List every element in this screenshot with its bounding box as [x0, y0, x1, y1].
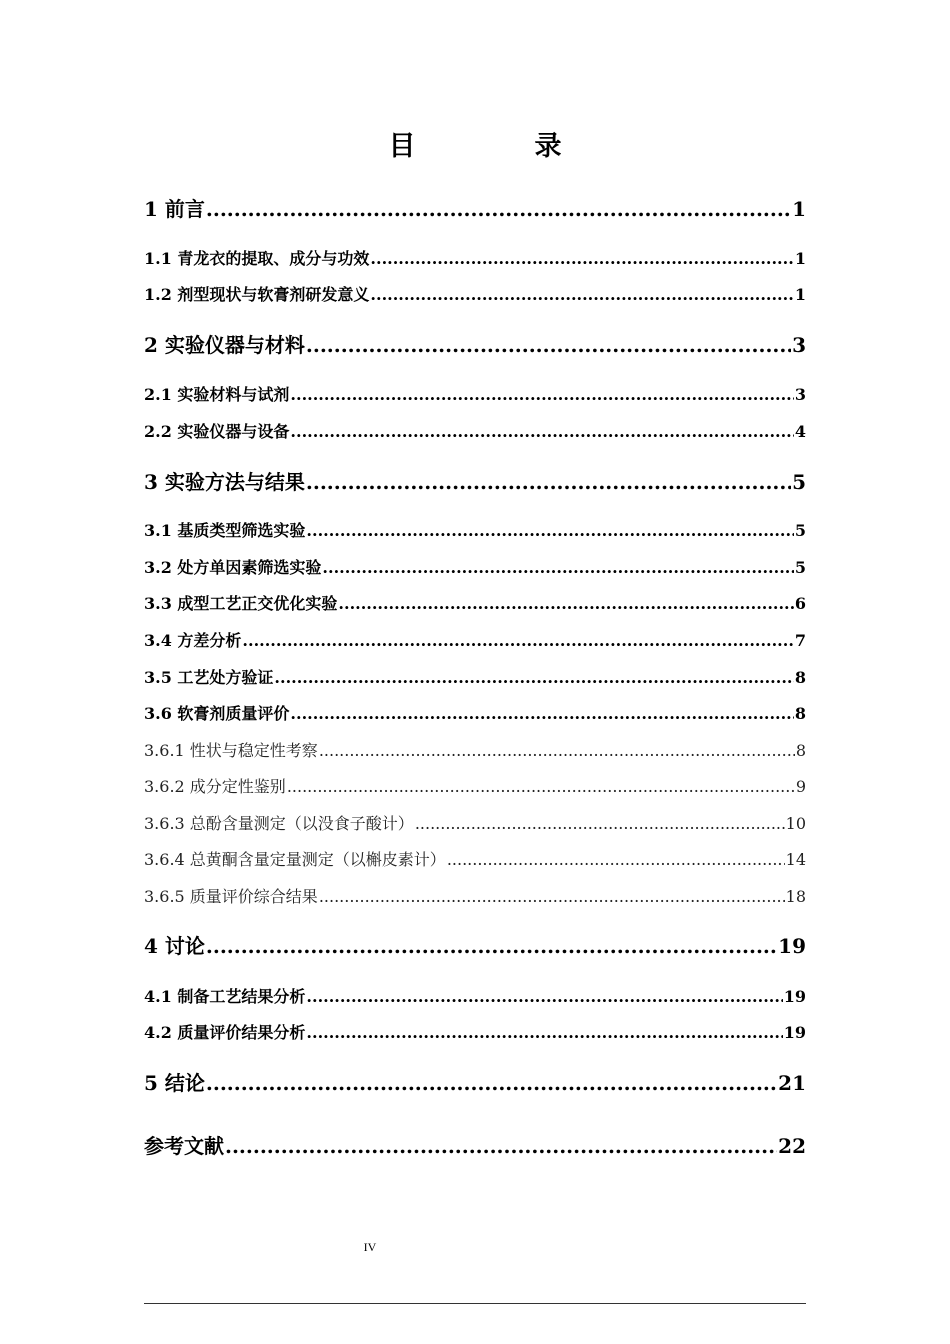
toc-entry-page: 5 — [794, 521, 806, 540]
toc-entry-chapter-4[interactable] — [144, 930, 806, 959]
toc-entry-label: 3.5 工艺处方验证 — [144, 668, 274, 687]
toc-entry-subsection-3-6-2[interactable] — [144, 774, 806, 797]
dot-leader — [322, 558, 793, 577]
toc-entry-label: 4.1 制备工艺结果分析 — [144, 987, 306, 1006]
toc-entry-section-3-5[interactable] — [144, 665, 806, 688]
dot-leader — [306, 521, 793, 540]
toc-entry-subsection-3-6-5[interactable] — [144, 884, 806, 907]
toc-entry-label: 3.3 成型工艺正交优化实验 — [144, 594, 338, 613]
toc-entry-page: 21 — [778, 1071, 806, 1095]
toc-entry-references[interactable] — [144, 1130, 806, 1159]
dot-leader — [370, 285, 793, 304]
dot-leader — [274, 668, 793, 687]
toc-entry-page: 1 — [794, 249, 806, 268]
toc-entry-page: 3 — [794, 385, 806, 404]
toc-entry-page: 14 — [785, 850, 806, 869]
toc-entry-chapter-5[interactable] — [144, 1067, 806, 1096]
toc-entry-section-3-4[interactable] — [144, 628, 806, 651]
toc-entry-label: 4.2 质量评价结果分析 — [144, 1023, 306, 1042]
toc-entry-section-3-3[interactable] — [144, 591, 806, 614]
toc-entry-label: 3.6 软膏剂质量评价 — [144, 704, 290, 723]
toc-entry-label: 2.2 实验仪器与设备 — [144, 422, 290, 441]
toc-entry-label: 3.2 处方单因素筛选实验 — [144, 558, 322, 577]
dot-leader — [287, 777, 795, 796]
toc-entry-page: 22 — [778, 1134, 806, 1158]
dot-leader — [206, 934, 777, 958]
dot-leader — [306, 1023, 782, 1042]
toc-entry-page: 6 — [794, 594, 806, 613]
toc-entry-page: 9 — [795, 777, 806, 796]
footer-divider — [144, 1303, 806, 1304]
dot-leader — [206, 197, 791, 221]
page-number: IV — [363, 1240, 377, 1254]
dot-leader — [319, 887, 785, 906]
toc-entry-page: 8 — [794, 668, 806, 687]
toc-entry-label: 2.1 实验材料与试剂 — [144, 385, 290, 404]
dot-leader — [206, 1071, 777, 1095]
toc-entry-subsection-3-6-1[interactable] — [144, 738, 806, 761]
toc-entry-page: 1 — [792, 197, 806, 221]
dot-leader — [319, 741, 795, 760]
dot-leader — [225, 1134, 777, 1158]
toc-entry-label: 3.6.3 总酚含量测定（以没食子酸计） — [144, 814, 414, 833]
toc-entry-label: 3.4 方差分析 — [144, 631, 242, 650]
dot-leader — [338, 594, 793, 613]
toc-entry-chapter-2[interactable] — [144, 329, 806, 358]
dot-leader — [290, 704, 793, 723]
toc-entry-section-3-2[interactable] — [144, 555, 806, 578]
toc-entry-page: 8 — [794, 704, 806, 723]
toc-entry-page: 8 — [795, 741, 806, 760]
dot-leader — [290, 385, 793, 404]
dot-leader — [370, 249, 793, 268]
toc-entry-label: 2 实验仪器与材料 — [144, 333, 305, 357]
toc-entry-subsection-3-6-4[interactable] — [144, 847, 806, 870]
toc-entry-label: 3.1 基质类型筛选实验 — [144, 521, 306, 540]
toc-entry-section-3-6[interactable] — [144, 701, 806, 724]
toc-entry-section-2-1[interactable] — [144, 382, 806, 405]
toc-entry-chapter-3[interactable] — [144, 466, 806, 495]
toc-entry-section-3-1[interactable] — [144, 518, 806, 541]
toc-entry-page: 10 — [785, 814, 806, 833]
toc-entry-page: 7 — [794, 631, 806, 650]
toc-entry-subsection-3-6-3[interactable] — [144, 811, 806, 834]
toc-entry-page: 19 — [778, 934, 806, 958]
toc-entry-chapter-1[interactable] — [144, 193, 806, 222]
toc-entry-label: 3 实验方法与结果 — [144, 470, 305, 494]
toc-entry-page: 5 — [792, 470, 806, 494]
toc-entry-page: 18 — [785, 887, 806, 906]
toc-entry-label: 5 结论 — [144, 1071, 205, 1095]
dot-leader — [306, 333, 791, 357]
toc-entry-label: 3.6.4 总黄酮含量定量测定（以槲皮素计） — [144, 850, 446, 869]
toc-entry-section-2-2[interactable] — [144, 419, 806, 442]
toc-entry-label: 3.6.1 性状与稳定性考察 — [144, 741, 318, 760]
dot-leader — [447, 850, 785, 869]
toc-entry-page: 5 — [794, 558, 806, 577]
toc-entry-page: 19 — [783, 1023, 806, 1042]
dot-leader — [306, 470, 791, 494]
toc-entry-label: 3.6.2 成分定性鉴别 — [144, 777, 286, 796]
dot-leader — [290, 422, 793, 441]
toc-entry-label: 4 讨论 — [144, 934, 205, 958]
toc-entry-page: 3 — [792, 333, 806, 357]
dot-leader — [242, 631, 793, 650]
toc-entry-section-4-1[interactable] — [144, 984, 806, 1007]
toc-entry-page: 19 — [783, 987, 806, 1006]
toc-entry-section-4-2[interactable] — [144, 1020, 806, 1043]
toc-entry-page: 4 — [794, 422, 806, 441]
toc-entry-page: 1 — [794, 285, 806, 304]
toc-entry-label: 3.6.5 质量评价综合结果 — [144, 887, 318, 906]
dot-leader — [415, 814, 785, 833]
toc-entry-label: 1 前言 — [144, 197, 205, 221]
toc-entry-label: 参考文献 — [144, 1134, 224, 1158]
toc-entry-label: 1.1 青龙衣的提取、成分与功效 — [144, 249, 370, 268]
toc-entry-section-1-1[interactable] — [144, 246, 806, 269]
page-title: 目 录 — [388, 131, 608, 162]
toc-entry-label: 1.2 剂型现状与软膏剂研发意义 — [144, 285, 370, 304]
toc-entry-section-1-2[interactable] — [144, 282, 806, 305]
dot-leader — [306, 987, 782, 1006]
